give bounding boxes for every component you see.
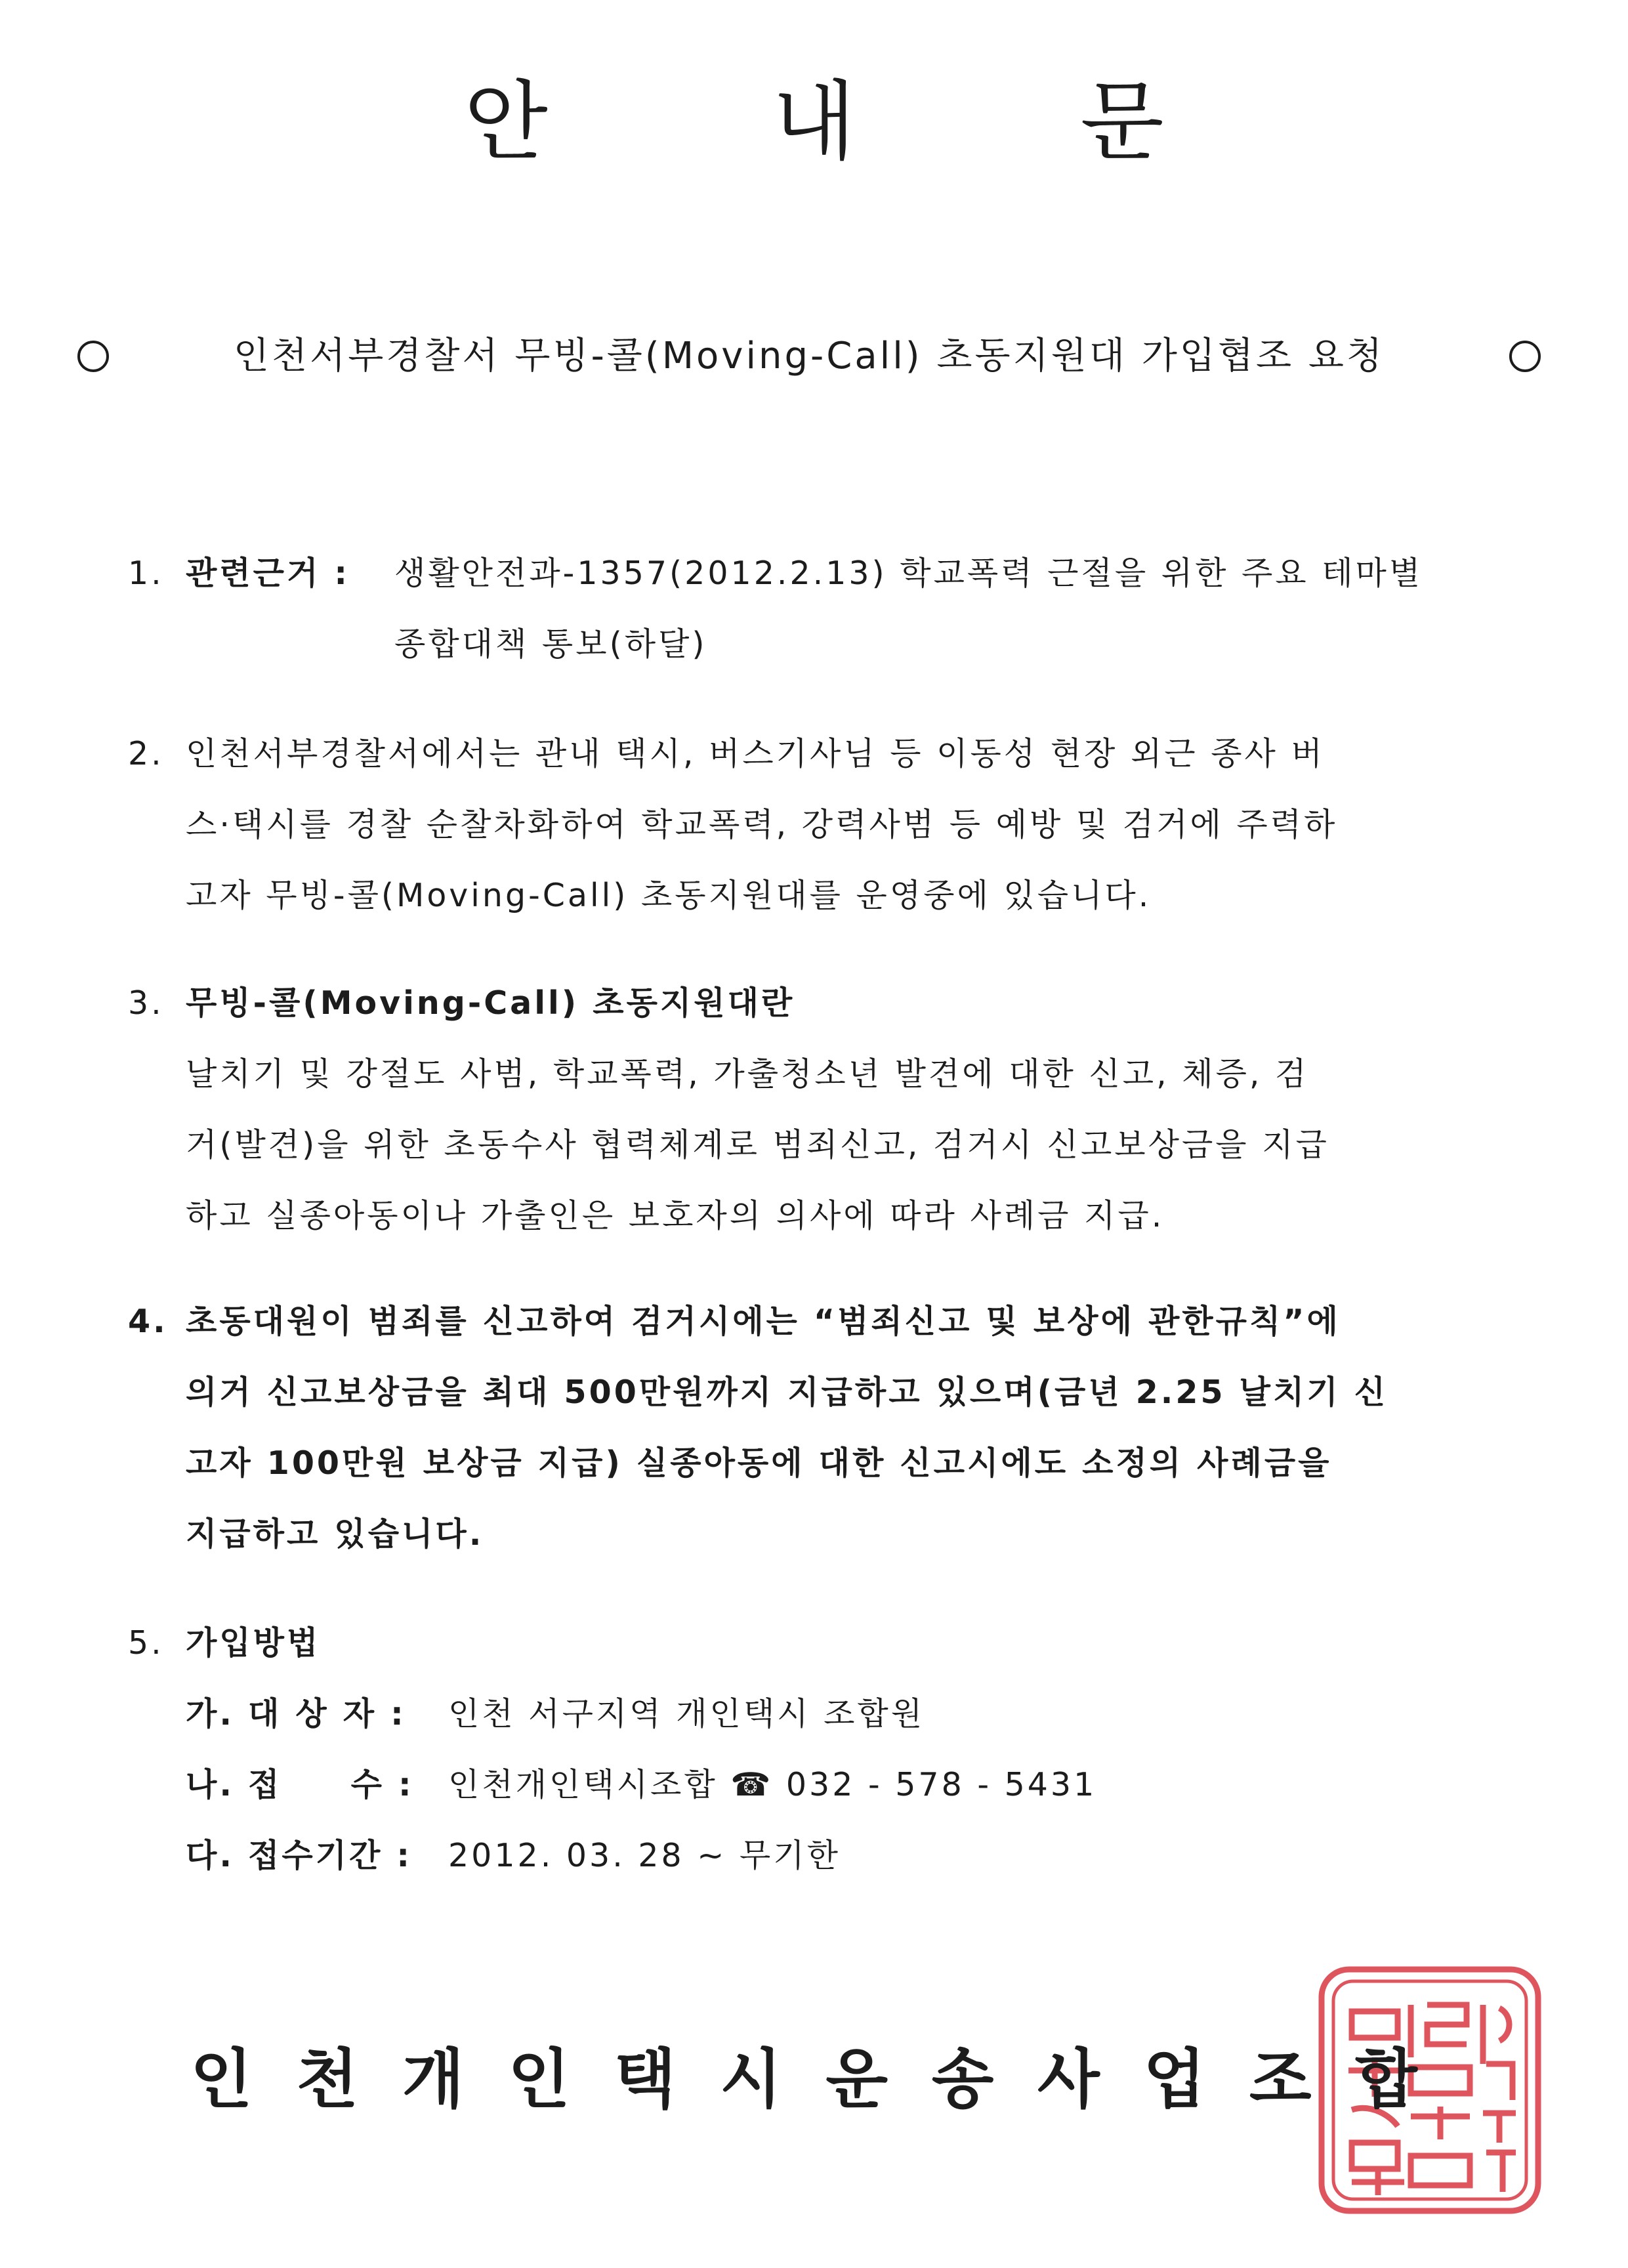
item-number: 5. — [128, 1624, 164, 1662]
item-text: 날치기 및 강절도 사범, 학교폭력, 가출청소년 발견에 대한 신고, 체증, 검 — [186, 1055, 1309, 1093]
issuer-char: 인 — [190, 2042, 253, 2117]
issuer-char: 합 — [1355, 2042, 1417, 2117]
item-number: 3. — [128, 984, 164, 1022]
issuer-char: 조 — [1249, 2042, 1312, 2117]
item-4 — [128, 1286, 1539, 1570]
item-heading: 무빙-콜(Moving-Call) 초동지원대란 — [186, 984, 795, 1022]
target-label: 가. 대 상 자 : — [186, 1695, 406, 1732]
item-text: 거(발견)을 위한 초동수사 협력체계로 범죄신고, 검거시 신고보상금을 지급 — [186, 1126, 1329, 1164]
issuer-char: 인 — [508, 2042, 570, 2117]
item-text: 인천서부경찰서에서는 관내 택시, 버스기사님 등 이동성 현장 외근 종사 버 — [186, 735, 1325, 772]
issuer-char: 시 — [719, 2042, 782, 2117]
period-value: 2012. 03. 28 ~ 무기한 — [448, 1837, 841, 1874]
circle-bullet-icon — [77, 341, 109, 372]
target-value: 인천 서구지역 개인택시 조합원 — [448, 1695, 925, 1732]
issuer-char: 운 — [825, 2042, 888, 2117]
item-number: 4. — [128, 1303, 168, 1340]
subject-line — [77, 335, 1541, 377]
item-number: 2. — [128, 735, 164, 772]
item-text: 지급하고 있습니다. — [186, 1515, 484, 1553]
item-text: 초동대원이 범죄를 신고하여 검거시에는 “범죄신고 및 보상에 관한규칙”에 — [186, 1303, 1341, 1340]
item-2 — [128, 719, 1539, 931]
item-5 — [128, 1608, 1539, 1891]
item-text: 고자 100만원 보상금 지급) 실종아동에 대한 신고시에도 소정의 사례금을 — [186, 1444, 1332, 1482]
circle-bullet-icon — [1509, 341, 1541, 372]
reception-label: 나. 접 수 : — [186, 1766, 414, 1803]
issuer-name — [190, 2042, 1417, 2117]
item-3 — [128, 968, 1539, 1251]
page-title: 안 내 문 — [464, 72, 1263, 173]
reception-value: 인천개인택시조합 ☎ 032 - 578 - 5431 — [448, 1766, 1097, 1803]
item-heading: 가입방법 — [186, 1624, 321, 1662]
item-number: 1. — [128, 555, 164, 592]
item-text: 종합대책 통보(하달) — [394, 625, 707, 663]
item-heading: 관련근거 : — [186, 555, 350, 592]
item-text: 스·택시를 경찰 순찰차화하여 학교폭력, 강력사범 등 예방 및 검거에 주력하 — [186, 806, 1338, 843]
period-label: 다. 접수기간 : — [186, 1837, 412, 1874]
subject-text: 인천서부경찰서 무빙-콜(Moving-Call) 초동지원대 가입협조 요청 — [233, 335, 1385, 377]
item-text: 생활안전과-1357(2012.2.13) 학교폭력 근절을 위한 주요 테마별 — [394, 555, 1423, 592]
issuer-char: 사 — [1037, 2042, 1100, 2117]
item-text: 하고 실종아동이나 가출인은 보호자의 의사에 따라 사례금 지급. — [186, 1197, 1165, 1234]
item-text: 의거 신고보상금을 최대 500만원까지 지급하고 있으며(금년 2.25 날치기 신 — [186, 1374, 1388, 1411]
item-1 — [128, 538, 1539, 680]
item-text: 고자 무빙-콜(Moving-Call) 초동지원대를 운영중에 있습니다. — [186, 877, 1152, 914]
issuer-char: 개 — [402, 2042, 465, 2117]
issuer-char: 천 — [296, 2042, 359, 2117]
issuer-char: 택 — [614, 2042, 677, 2117]
issuer-char: 송 — [931, 2042, 994, 2117]
issuer-char: 업 — [1143, 2042, 1206, 2117]
